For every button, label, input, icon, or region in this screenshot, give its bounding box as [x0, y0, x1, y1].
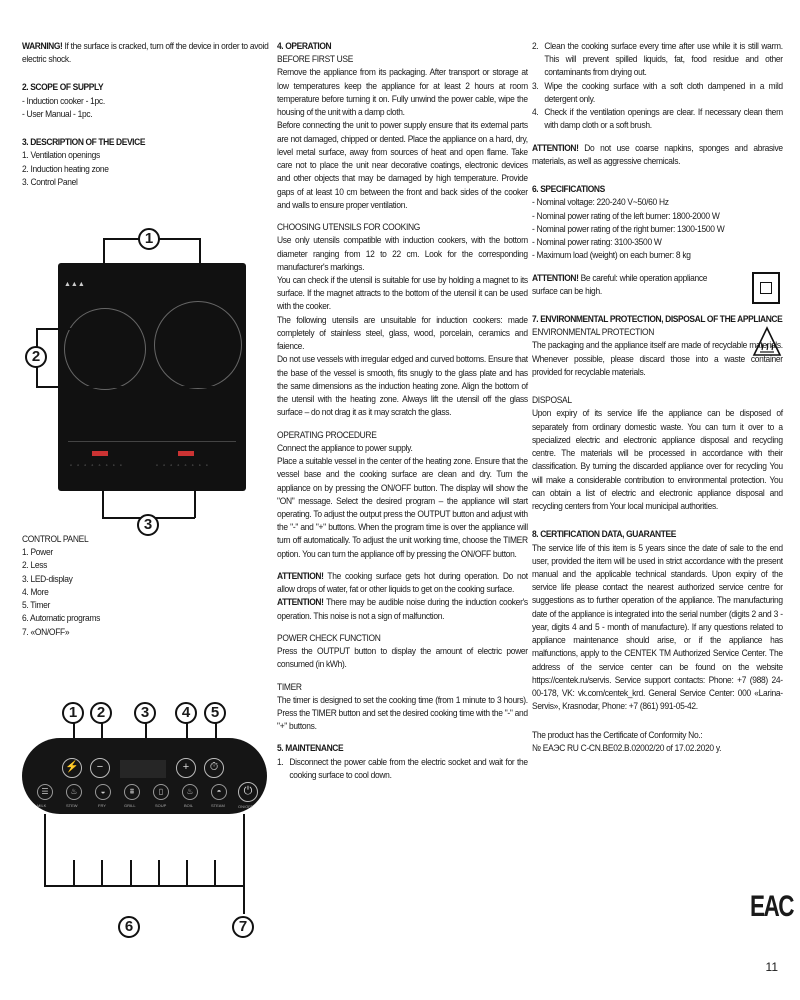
spec-item: - Nominal power rating of the left burner: 1800-2000 W	[532, 210, 720, 222]
scope-item: - Induction cooker - 1pc.	[22, 95, 105, 107]
control-panel-item: 4. More	[22, 586, 49, 598]
right-display	[178, 451, 194, 456]
program-soup-icon: ▯	[153, 784, 169, 800]
callout-badge-p4: 4	[175, 702, 197, 724]
power-check-heading: POWER CHECK FUNCTION	[277, 632, 381, 644]
timer-icon: ⏱	[204, 758, 224, 778]
paragraph: Place a suitable vessel in the center of the heating zone. Ensure that the vessel base and the cooking surface are clean and dry. Turn the appliance on by pressing the ON/OFF button. The display will show the "ON" message. Select the desired program – the appliance will start operating. To adjust the output press the OUTPUT button and adjust with the "-" and "+" buttons. When the program time is over the appliance will turn off automatically. To adjust the unit working time, choose the TIMER option. You can turn the appliance off by pressing the ON/OFF button.	[277, 456, 528, 560]
control-panel-item: 1. Power	[22, 547, 53, 559]
paragraph: Upon expiry of its service life the appliance can be disposed of separately from ordinary domestic waste. You can turn it over to a specialized electric and electronic appliance disposal and recycling centre. The materials will be processed in accordance with their classification. By turning the discarded appliance over for recycling You will make a considerable contribution to environmental protection. You can obtain a list of electric and electronic appliance disposal and recycling centers from Your local municipal authorities.	[532, 408, 783, 513]
spec-item: - Nominal power rating of the right burner: 1300-1500 W	[532, 223, 725, 235]
attention-note: ATTENTION! Do not use coarse napkins, sponges and abrasive materials, as well as aggressive chemicals.	[532, 142, 783, 167]
spec-item: - Maximum load (weight) on each burner: 8 kg	[532, 250, 691, 262]
environment-heading: 7. ENVIRONMENTAL PROTECTION, DISPOSAL OF THE APPLIANCE	[532, 313, 783, 325]
control-panel-body	[22, 738, 267, 814]
on-off-icon: ⏻	[238, 782, 258, 802]
specifications-heading: 6. SPECIFICATIONS	[532, 184, 605, 196]
class-ii-icon	[752, 272, 780, 304]
paragraph: Connect the appliance to power supply.	[277, 442, 413, 454]
callout-line-p7	[243, 814, 245, 914]
callout-line-2c	[36, 386, 226, 388]
callout-tick	[73, 860, 75, 886]
control-panel-heading: CONTROL PANEL	[22, 534, 89, 545]
program-label: FRY	[98, 803, 106, 808]
control-panel-list	[22, 533, 270, 639]
callout-line-1b	[199, 238, 201, 265]
maintenance-step: 1. Disconnect the power cable from the electric socket and wait for the cooking surface to cool down.	[277, 756, 528, 781]
paragraph: You can check if the utensil is suitable for use by holding a magnet to its surface. If the magnet attracts to the bottom of the utensil it can be used with the cooker.	[277, 274, 528, 313]
warning-label: WARNING!	[22, 41, 63, 52]
choosing-utensils-heading: CHOOSING UTENSILS FOR COOKING	[277, 222, 421, 234]
callout-tick	[101, 860, 103, 886]
callout-badge-p1: 1	[62, 702, 84, 724]
description-item: 2. Induction heating zone	[22, 163, 109, 175]
column-1	[22, 40, 270, 189]
right-touch-buttons: ◦◦◦◦◦◦◦◦	[156, 463, 214, 469]
paragraph: Use only utensils compatible with induction cookers, with the bottom diameter ranging from 12 to 22 cm. Look for the corresponding manufacturer's markings.	[277, 235, 528, 273]
paragraph: The following utensils are unsuitable for induction cookers: made completely of stainless steel, glass, wood, porcelain, ceramics and faience.	[277, 314, 528, 353]
page-number: 11	[765, 960, 778, 974]
callout-line-p6a	[44, 814, 46, 886]
certification-heading: 8. CERTIFICATION DATA, GUARANTEE	[532, 529, 676, 541]
program-steam-icon: ◓	[211, 784, 227, 800]
paragraph: Press the OUTPUT button to display the amount of electric power consumed (in kWh).	[277, 646, 528, 671]
environment-subheading: ENVIRONMENTAL PROTECTION	[532, 327, 655, 339]
program-grill-icon: ⩩	[124, 784, 140, 800]
callout-line-1a	[103, 238, 105, 265]
conformity-line: № EAЭС RU C-CN.BE02.B.02002/20 of 17.02.2020 y.	[532, 742, 722, 754]
power-icon: ⚡	[62, 758, 82, 778]
callout-badge-p5: 5	[204, 702, 226, 724]
control-panel-item: 7. «ON/OFF»	[22, 626, 70, 638]
right-heating-zone	[154, 301, 242, 389]
program-label: MILK	[37, 803, 47, 808]
attention-note: ATTENTION! Be careful: while operation appliance	[532, 272, 708, 284]
operating-procedure-heading: OPERATING PROCEDURE	[277, 429, 377, 441]
paragraph: The packaging and the appliance itself are made of recyclable materials. Whenever possible, please discard those into a waste container provided for recyclable materials.	[532, 340, 783, 378]
callout-tick	[158, 860, 160, 886]
program-boil-icon: ♨	[182, 784, 198, 800]
control-panel-item: 5. Timer	[22, 600, 51, 612]
scope-item: - User Manual - 1pc.	[22, 108, 93, 120]
column-3	[532, 40, 783, 755]
maintenance-step: 4. Check if the ventilation openings are clear. If necessary clean them with damp cloth or a soft brush.	[532, 107, 783, 132]
maintenance-step: 2. Clean the cooking surface every time after use while it is still warm. This will prevent spilled liquids, fat, food residue and other contaminants from drying out.	[532, 41, 783, 79]
maintenance-heading: 5. MAINTENANCE	[277, 743, 344, 755]
program-label: STEAM	[211, 803, 225, 808]
divider-line	[68, 441, 236, 442]
paragraph: Remove the appliance from its packaging. After transport or storage at low temperatures keep the appliance for at least 2 hours at room temperature before turning it on. Fully unwind the power cable, wipe the housing of the unit with a damp cloth.	[277, 67, 528, 119]
maintenance-step: 3. Wipe the cooking surface with a soft cloth dampened in a mild detergent only.	[532, 80, 783, 105]
program-milk-icon: ☰	[37, 784, 53, 800]
attention-note-cont: surface can be high.	[532, 285, 602, 297]
class-ii-inner	[760, 282, 772, 294]
callout-badge-p3: 3	[134, 702, 156, 724]
callout-line-2a	[36, 328, 98, 330]
spec-item: - Nominal voltage: 220-240 V~50/60 Hz	[532, 197, 669, 209]
operation-heading: 4. OPERATION	[277, 41, 332, 52]
warning-triangle-icons: ▲▲▲	[64, 281, 85, 288]
callout-badge-2: 2	[25, 346, 47, 368]
eac-mark: EAC	[750, 890, 794, 923]
scope-heading: 2. SCOPE OF SUPPLY	[22, 82, 104, 94]
callout-line-3b	[194, 490, 196, 518]
description-heading: 3. DESCRIPTION OF THE DEVICE	[22, 137, 146, 149]
program-label: BOIL	[184, 803, 194, 808]
hot-surface-icon	[752, 326, 782, 358]
led-display	[120, 760, 166, 778]
callout-badge-3: 3	[137, 514, 159, 536]
program-label: STEW	[66, 803, 78, 808]
program-stew-icon: ♨	[66, 784, 82, 800]
minus-icon: −	[90, 758, 110, 778]
callout-tick	[130, 860, 132, 886]
left-heating-zone	[64, 308, 146, 390]
timer-heading: TIMER	[277, 681, 302, 693]
description-item: 1. Ventilation openings	[22, 150, 100, 162]
program-label: ON/OFF	[238, 804, 254, 809]
left-display	[92, 451, 108, 456]
program-fry-icon: ◒	[95, 784, 111, 800]
column-2	[277, 40, 528, 782]
attention-note: ATTENTION! The cooking surface gets hot during operation. Do not allow drops of water, fat or other liquids to get on the cooking surface.	[277, 570, 528, 596]
description-item: 3. Control Panel	[22, 176, 78, 188]
program-label: SOUP	[155, 803, 167, 808]
plus-icon: +	[176, 758, 196, 778]
attention-note: ATTENTION! There may be audible noise during the induction cooker's operation. This noise is not a sign of malfunction.	[277, 597, 528, 622]
disposal-heading: DISPOSAL	[532, 395, 572, 407]
paragraph: The timer is designed to set the cooking time (from 1 minute to 3 hours). Press the TIMER button and set the desired cooking time with the "-" and "+" buttons.	[277, 694, 528, 733]
paragraph: The service life of this item is 5 years since the date of sale to the end user, provided the item will be used in strict accordance with the present manual and the applicable technical standards. Upon expiry of the service life please contact the nearest authorized service centre for suggestions as to further operation of the appliance. The manufacturing date of the appliance is integrated into the serial number (digits 2 and 3 - year, digits 4 and 5 - month of manufacture). If any questions related to appliance maintenance should arise, or if the appliance has malfunctions, apply to the CENTEK TM Authorized Service Center. The address of the service center can be found on the website https://centek.ru/servis. Service support contacts: Phone: +7 (988) 24-00-178, VK: vk.com/centek_krd. General Service Center: 000 «Larina-Servis», Krasnodar, Phone: +7 (861) 991-05-42.	[532, 542, 783, 713]
control-panel-item: 2. Less	[22, 560, 48, 572]
control-panel-item: 6. Automatic programs	[22, 613, 101, 625]
program-label: GRILL	[124, 803, 136, 808]
callout-badge-p7: 7	[232, 916, 254, 938]
left-touch-buttons: ◦◦◦◦◦◦◦◦	[70, 463, 128, 469]
callout-badge-p2: 2	[90, 702, 112, 724]
callout-badge-p6: 6	[118, 916, 140, 938]
paragraph: Before connecting the unit to power supply ensure that its external parts are not damaged, chipped or dented. Place the appliance on a hard, dry, level metal surface, away from sources of heat and open flame. Take care not to place the unit near decorative coatings, electronic devices and other objects that may be damaged by high temperature. Provide gaps of at least 10 cm between the front and back sides of the cooker and walls to ensure proper ventilation.	[277, 120, 528, 211]
control-panel-item: 3. LED-display	[22, 573, 73, 585]
paragraph: Do not use vessels with irregular edged and curved bottoms. Ensure that the base of the vessel is smooth, fits snugly to the glass plate and has the same dimensions as the induction heating zone. Align the bottom of the utensil with the heating zone. Always lift the utensil off the glass surface – do not drag it as it may scratch the glass.	[277, 354, 528, 419]
conformity-line: The product has the Certificate of Conformity No.:	[532, 729, 703, 741]
callout-line-3a	[102, 490, 104, 518]
spec-item: - Nominal power rating: 3100-3500 W	[532, 237, 662, 249]
callout-tick	[214, 860, 216, 886]
warning-note: WARNING! If the surface is cracked, turn off the device in order to avoid electric shock.	[22, 41, 269, 66]
callout-badge-1: 1	[138, 228, 160, 250]
callout-tick	[186, 860, 188, 886]
before-first-use-heading: BEFORE FIRST USE	[277, 54, 354, 66]
